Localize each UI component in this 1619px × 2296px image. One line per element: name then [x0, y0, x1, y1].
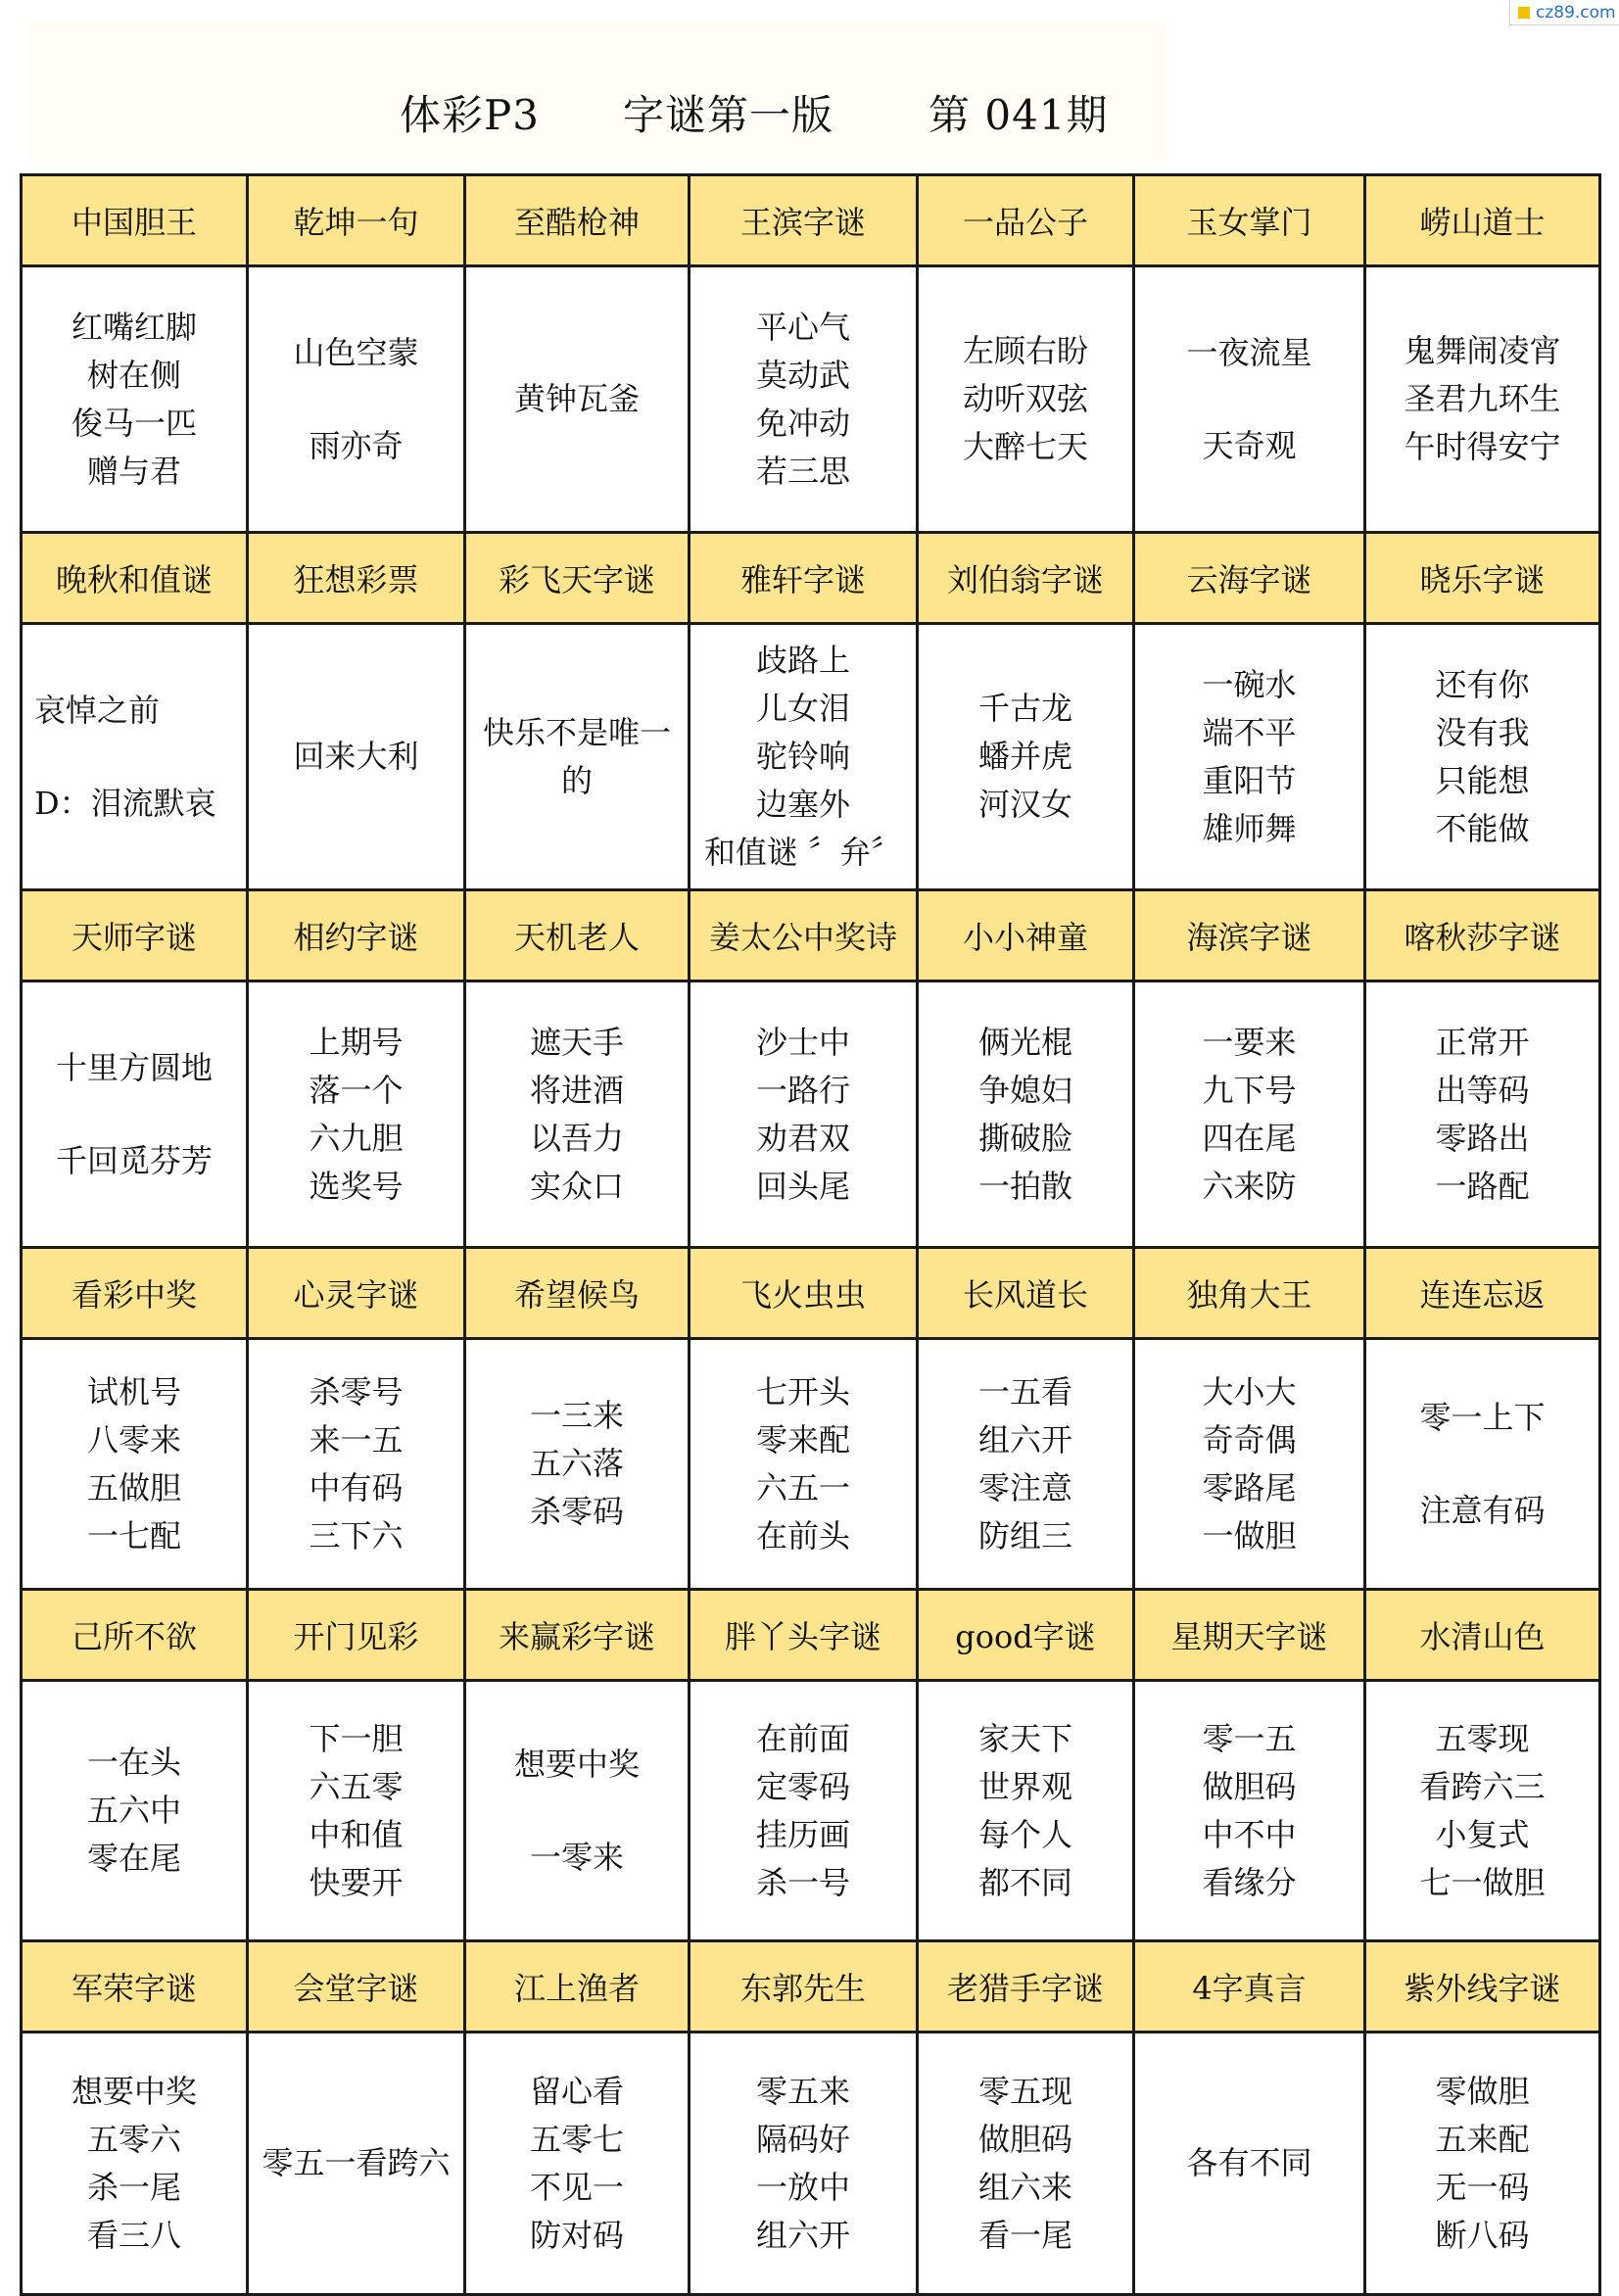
- riddle-line: 一碗水: [1202, 665, 1297, 703]
- riddle-line: 雨亦奇: [309, 426, 404, 464]
- riddle-cell: [248, 2033, 465, 2295]
- riddle-cell: [465, 1681, 690, 1941]
- riddle-line: 杀一尾: [86, 2168, 181, 2206]
- riddle-line: 零一上下: [1419, 1398, 1546, 1436]
- author-name-cell: 彩飞天字谜: [465, 533, 690, 624]
- page-title: [0, 83, 1619, 152]
- riddle-line: D：泪流默哀: [34, 784, 216, 822]
- riddle-line: 左顾右盼: [962, 332, 1088, 369]
- riddle-line: 组六开: [977, 1420, 1072, 1459]
- riddle-line: 若三思: [755, 452, 850, 490]
- riddle-row: [22, 1339, 1600, 1590]
- author-name-cell: 连连忘返: [1365, 1248, 1600, 1339]
- author-name-cell: 紫外线字谜: [1365, 1941, 1600, 2033]
- author-name-cell: 东郭先生: [690, 1941, 918, 2033]
- riddle-line: 黄钟瓦釜: [513, 380, 640, 417]
- riddle-line: 圣君九环生: [1404, 380, 1561, 417]
- author-name-cell: 刘伯翁字谜: [918, 533, 1134, 624]
- author-name-cell: 江上渔者: [465, 1941, 690, 2033]
- riddle-line: 看三八: [86, 2216, 181, 2254]
- riddle-line: 做胆码: [1202, 1767, 1297, 1805]
- riddle-cell: [1134, 624, 1365, 890]
- riddle-cell: [1134, 1681, 1365, 1941]
- author-name-cell: 心灵字谜: [248, 1248, 465, 1339]
- riddle-line: 一路行: [755, 1071, 850, 1109]
- riddle-line: 的: [560, 761, 593, 799]
- riddle-cell: [918, 981, 1134, 1248]
- riddle-line: 小复式: [1435, 1815, 1530, 1853]
- riddle-line: 将进酒: [529, 1071, 624, 1109]
- riddle-line: 快乐不是唯一: [482, 713, 671, 751]
- riddle-line: 十里方圆地: [55, 1048, 213, 1086]
- author-name-cell: 会堂字谜: [248, 1941, 465, 2033]
- riddle-line: 大醉七天: [962, 428, 1088, 465]
- riddle-line: 不见一: [529, 2168, 624, 2206]
- riddle-line: 四在尾: [1202, 1119, 1297, 1157]
- riddle-line: 每个人: [977, 1815, 1072, 1853]
- riddle-cell: [918, 266, 1134, 533]
- riddle-cell: [465, 1339, 690, 1590]
- riddle-line: 不能做: [1435, 809, 1530, 847]
- riddle-cell: [1365, 981, 1600, 1248]
- riddle-line: 蟠并虎: [977, 738, 1072, 775]
- riddle-line: 注意有码: [1419, 1491, 1546, 1529]
- riddle-line: 零五来: [755, 2072, 850, 2110]
- riddle-cell: [1365, 1339, 1600, 1590]
- title-issue-number: 第 041期: [929, 91, 1109, 139]
- riddle-cell: [1365, 266, 1600, 533]
- riddle-cell: [918, 1681, 1134, 1941]
- riddle-cell: [248, 624, 465, 890]
- riddle-line: 端不平: [1202, 713, 1297, 751]
- author-name-cell: 至酷枪神: [465, 175, 690, 266]
- riddle-line: 奇奇偶: [1202, 1420, 1297, 1459]
- riddle-line: [1370, 1442, 1595, 1487]
- riddle-cell: [248, 981, 465, 1248]
- riddle-line: 千回觅芬芳: [55, 1141, 213, 1179]
- riddle-line: 下一胆: [309, 1719, 404, 1757]
- riddle-line: 边塞外: [755, 786, 850, 823]
- riddle-line: 五零七: [529, 2120, 624, 2158]
- author-name-cell: 乾坤一句: [248, 175, 465, 266]
- riddle-line: 平心气: [755, 308, 850, 346]
- riddle-line: 看一尾: [977, 2216, 1072, 2254]
- riddle-line: 赠与君: [86, 452, 181, 490]
- riddle-line: 来一五: [309, 1420, 404, 1459]
- riddle-line: 实众口: [529, 1167, 624, 1205]
- riddle-line: 哀悼之前: [34, 691, 161, 729]
- author-name-cell: 长风道长: [918, 1248, 1134, 1339]
- riddle-cell: [918, 2033, 1134, 2295]
- author-name-cell: 水清山色: [1365, 1590, 1600, 1681]
- riddle-line: 五做胆: [86, 1468, 181, 1507]
- title-lottery-name: 体彩P3: [400, 91, 540, 139]
- watermark-text: cz89.com: [1536, 2, 1616, 23]
- riddle-line: 组六来: [977, 2168, 1072, 2206]
- author-name-cell: 看彩中奖: [22, 1248, 248, 1339]
- riddle-line: 五六中: [86, 1792, 181, 1829]
- riddle-cell: [1134, 2033, 1365, 2295]
- riddle-line: 沙士中: [755, 1023, 850, 1061]
- riddle-line: 快要开: [309, 1863, 404, 1901]
- author-name-cell: 飞火虫虫: [690, 1248, 918, 1339]
- riddle-line: 一零来: [529, 1838, 624, 1876]
- riddle-line: 组六开: [755, 2216, 850, 2254]
- author-name-cell: 开门见彩: [248, 1590, 465, 1681]
- riddle-line: 河汉女: [977, 786, 1072, 823]
- riddle-line: 世界观: [977, 1767, 1072, 1805]
- riddle-line: 俩光棍: [977, 1023, 1072, 1061]
- riddle-cell: [918, 1339, 1134, 1590]
- riddle-cell: [690, 624, 918, 890]
- riddle-line: 鬼舞闹凌宵: [1404, 332, 1561, 369]
- riddle-line: 八零来: [86, 1420, 181, 1459]
- author-name-cell: 狂想彩票: [248, 533, 465, 624]
- riddle-line: 中和值: [309, 1815, 404, 1853]
- riddle-line: 留心看: [529, 2072, 624, 2110]
- riddle-line: 午时得安宁: [1404, 428, 1561, 465]
- riddle-line: 回头尾: [755, 1167, 850, 1205]
- riddle-cell: [22, 1681, 248, 1941]
- riddle-line: 看跨六三: [1419, 1767, 1546, 1805]
- riddle-line: 挂历画: [755, 1815, 850, 1853]
- riddle-row: [22, 624, 1600, 890]
- riddle-line: 动听双弦: [962, 380, 1088, 417]
- riddle-line: 隔码好: [755, 2120, 850, 2158]
- riddle-line: 想要中奖: [71, 2072, 197, 2110]
- riddle-line: 零来配: [755, 1420, 850, 1459]
- riddle-cell: [1365, 624, 1600, 890]
- riddle-line: 七一做胆: [1419, 1863, 1546, 1901]
- riddle-line: 中有码: [309, 1468, 404, 1507]
- header-row: [22, 175, 1600, 266]
- author-name-cell: 己所不欲: [22, 1590, 248, 1681]
- riddle-cell: [690, 981, 918, 1248]
- riddle-cell: [22, 624, 248, 890]
- author-name-cell: 相约字谜: [248, 890, 465, 981]
- author-name-cell: 中国胆王: [22, 175, 248, 266]
- riddle-line: 杀零号: [309, 1372, 404, 1411]
- riddle-line: 免冲动: [755, 404, 850, 442]
- header-row: [22, 1590, 1600, 1681]
- riddle-line: 千古龙: [977, 690, 1072, 727]
- riddle-line: 在前面: [755, 1719, 850, 1757]
- riddle-line: [34, 735, 242, 780]
- riddle-cell: [465, 624, 690, 890]
- riddle-cell: [248, 1681, 465, 1941]
- riddle-line: 三下六: [309, 1516, 404, 1555]
- riddle-table: [20, 173, 1601, 2296]
- riddle-row: [22, 2033, 1600, 2295]
- riddle-line: 定零码: [755, 1767, 850, 1805]
- riddle-line: 零做胆: [1435, 2072, 1530, 2110]
- riddle-cell: [1365, 2033, 1600, 2295]
- riddle-cell: [1134, 1339, 1365, 1590]
- riddle-line: 防对码: [529, 2216, 624, 2254]
- riddle-line: 零五一看跨六: [262, 2144, 451, 2181]
- riddle-cell: [465, 266, 690, 533]
- author-name-cell: 姜太公中奖诗: [690, 890, 918, 981]
- riddle-cell: [1134, 266, 1365, 533]
- riddle-line: 以吾力: [529, 1119, 624, 1157]
- riddle-line: 俊马一匹: [71, 404, 197, 442]
- riddle-row: [22, 266, 1600, 533]
- riddle-line: 山色空蒙: [293, 333, 419, 371]
- author-name-cell: 独角大王: [1134, 1248, 1365, 1339]
- author-name-cell: 星期天字谜: [1134, 1590, 1365, 1681]
- riddle-line: 选奖号: [309, 1167, 404, 1205]
- riddle-line: 零路出: [1435, 1119, 1530, 1157]
- riddle-line: [470, 1789, 684, 1834]
- riddle-line: 做胆码: [977, 2120, 1072, 2158]
- riddle-line: 一做胆: [1202, 1516, 1297, 1555]
- riddle-line: 上期号: [309, 1023, 404, 1061]
- riddle-line: 争媳妇: [977, 1071, 1072, 1109]
- riddle-line: 家天下: [977, 1719, 1072, 1757]
- riddle-cell: [690, 1681, 918, 1941]
- riddle-line: 劝君双: [755, 1119, 850, 1157]
- site-watermark: [1509, 0, 1619, 25]
- riddle-line: 五零六: [86, 2120, 181, 2158]
- riddle-line: 无一码: [1435, 2168, 1530, 2206]
- riddle-line: 树在侧: [86, 356, 181, 394]
- riddle-line: 儿女泪: [755, 690, 850, 727]
- riddle-line: 六九胆: [309, 1119, 404, 1157]
- author-name-cell: 王滨字谜: [690, 175, 918, 266]
- riddle-line: 零路尾: [1202, 1468, 1297, 1507]
- author-name-cell: 雅轩字谜: [690, 533, 918, 624]
- author-name-cell: 4字真言: [1134, 1941, 1365, 2033]
- riddle-line: 一夜流星: [1186, 333, 1312, 371]
- riddle-line: 没有我: [1435, 713, 1530, 751]
- riddle-line: 六五一: [755, 1468, 850, 1507]
- riddle-line: [253, 377, 459, 422]
- riddle-line: 七开头: [755, 1372, 850, 1411]
- riddle-line: 各有不同: [1186, 2144, 1312, 2181]
- riddle-line: 零在尾: [86, 1840, 181, 1877]
- author-name-cell: 小小神童: [918, 890, 1134, 981]
- riddle-line: 莫动武: [755, 356, 850, 394]
- author-name-cell: 海滨字谜: [1134, 890, 1365, 981]
- riddle-line: 回来大利: [293, 738, 419, 775]
- riddle-cell: [22, 266, 248, 533]
- riddle-line: 六五零: [309, 1767, 404, 1805]
- author-name-cell: 军荣字谜: [22, 1941, 248, 2033]
- riddle-cell: [248, 266, 465, 533]
- riddle-line: 一三来: [529, 1397, 624, 1434]
- header-row: [22, 1941, 1600, 2033]
- riddle-line: 五六落: [529, 1445, 624, 1482]
- header-row: [22, 890, 1600, 981]
- riddle-line: 重阳节: [1202, 761, 1297, 799]
- author-name-cell: 玉女掌门: [1134, 175, 1365, 266]
- riddle-cell: [465, 2033, 690, 2295]
- riddle-cell: [248, 1339, 465, 1590]
- author-name-cell: 喀秋莎字谜: [1365, 890, 1600, 981]
- riddle-line: 撕破脸: [977, 1119, 1072, 1157]
- author-name-cell: 一品公子: [918, 175, 1134, 266]
- author-name-cell: 胖丫头字谜: [690, 1590, 918, 1681]
- author-name-cell: 云海字谜: [1134, 533, 1365, 624]
- riddle-line: 零注意: [977, 1468, 1072, 1507]
- author-name-cell: 天机老人: [465, 890, 690, 981]
- riddle-line: 雄师舞: [1202, 809, 1297, 847]
- riddle-line: [26, 1092, 242, 1137]
- riddle-line: 杀一号: [755, 1863, 850, 1901]
- riddle-line: 一五看: [977, 1372, 1072, 1411]
- riddle-line: 一在头: [86, 1744, 181, 1781]
- riddle-line: 一放中: [755, 2168, 850, 2206]
- riddle-line: 断八码: [1435, 2216, 1530, 2254]
- riddle-cell: [1134, 981, 1365, 1248]
- riddle-cell: [22, 2033, 248, 2295]
- riddle-row: [22, 981, 1600, 1248]
- riddle-line: 一路配: [1435, 1167, 1530, 1205]
- title-edition: 字谜第一版: [623, 91, 834, 139]
- riddle-row: [22, 1681, 1600, 1941]
- riddle-cell: [465, 981, 690, 1248]
- riddle-cell: [22, 981, 248, 1248]
- riddle-line: 出等码: [1435, 1071, 1530, 1109]
- riddle-cell: [690, 266, 918, 533]
- author-name-cell: 老猎手字谜: [918, 1941, 1134, 2033]
- riddle-line: 试机号: [86, 1372, 181, 1411]
- riddle-line: 九下号: [1202, 1071, 1297, 1109]
- riddle-line: 六来防: [1202, 1167, 1297, 1205]
- author-name-cell: 晓乐字谜: [1365, 533, 1600, 624]
- author-name-cell: good字谜: [918, 1590, 1134, 1681]
- author-name-cell: 天师字谜: [22, 890, 248, 981]
- header-row: [22, 1248, 1600, 1339]
- riddle-line: 落一个: [309, 1071, 404, 1109]
- watermark-logo-icon: [1518, 7, 1530, 19]
- riddle-line: 都不同: [977, 1863, 1072, 1901]
- riddle-line: 零一五: [1202, 1719, 1297, 1757]
- riddle-cell: [22, 1339, 248, 1590]
- riddle-line: 零五现: [977, 2072, 1072, 2110]
- riddle-line: [1139, 377, 1359, 422]
- riddle-line: 看缘分: [1202, 1863, 1297, 1901]
- riddle-line: 一要来: [1202, 1023, 1297, 1061]
- riddle-cell: [1365, 1681, 1600, 1941]
- riddle-cell: [690, 2033, 918, 2295]
- riddle-line: 和值谜 〞弁〞: [703, 834, 903, 871]
- riddle-line: 驼铃响: [755, 738, 850, 775]
- header-row: [22, 533, 1600, 624]
- author-name-cell: 希望候鸟: [465, 1248, 690, 1339]
- author-name-cell: 来赢彩字谜: [465, 1590, 690, 1681]
- riddle-line: 红嘴红脚: [71, 308, 197, 346]
- riddle-line: 歧路上: [755, 642, 850, 679]
- riddle-line: 五来配: [1435, 2120, 1530, 2158]
- riddle-line: 大小大: [1202, 1372, 1297, 1411]
- riddle-line: 防组三: [977, 1516, 1072, 1555]
- riddle-line: 在前头: [755, 1516, 850, 1555]
- riddle-line: 天奇观: [1202, 426, 1297, 464]
- riddle-line: 想要中奖: [513, 1745, 640, 1783]
- riddle-line: 中不中: [1202, 1815, 1297, 1853]
- riddle-line: 正常开: [1435, 1023, 1530, 1061]
- riddle-line: 五零现: [1435, 1719, 1530, 1757]
- author-name-cell: 晚秋和值谜: [22, 533, 248, 624]
- riddle-line: 杀零码: [529, 1493, 624, 1530]
- riddle-cell: [918, 624, 1134, 890]
- riddle-line: 一拍散: [977, 1167, 1072, 1205]
- riddle-line: 只能想: [1435, 761, 1530, 799]
- author-name-cell: 崂山道士: [1365, 175, 1600, 266]
- riddle-line: 还有你: [1435, 665, 1530, 703]
- riddle-line: 遮天手: [529, 1023, 624, 1061]
- riddle-line: 一七配: [86, 1516, 181, 1555]
- riddle-cell: [690, 1339, 918, 1590]
